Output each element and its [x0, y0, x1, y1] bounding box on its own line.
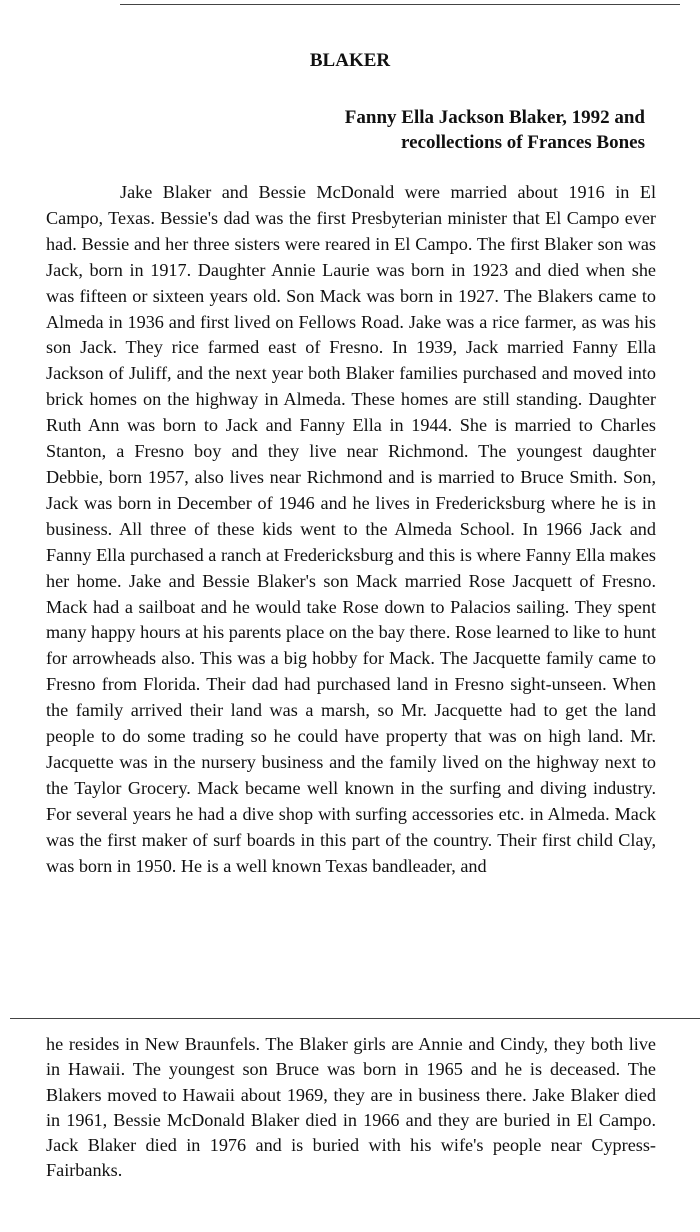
top-rule	[120, 4, 680, 5]
body-paragraph-2: he resides in New Braunfels. The Blaker girls are Annie and Cindy, they both live in Hawaii. The youngest son Bruce was born in 1965 and he is deceased. The Blakers moved to Hawaii about 1969, they are in business there. Jake Blaker died in 1961, Bessie McDonald Blaker died in 1966 and they are buried in El Campo. Jack Blaker died in 1976 and is buried with his wife's people near Cypress-Fairbanks.	[46, 1034, 656, 1181]
page-title: BLAKER	[309, 50, 391, 71]
byline-line-1: Fanny Ella Jackson Blaker, 1992 and	[344, 107, 645, 128]
byline	[345, 105, 645, 155]
body-paragraph-1: Jake Blaker and Bessie McDonald were married about 1916 in El Campo, Texas. Bessie's dad was the first Presbyterian minister that El Campo ever had. Bessie and her three sisters were reared in El Campo. The first Blaker son was Jack, born in 1917. Daughter Annie Laurie was born in 1923 and died when she was fifteen or sixteen years old. Son Mack was born in 1927. The Blakers came to Almeda in 1936 and first lived on Fellows Road. Jake was a rice farmer, as was his son Jack. They rice farmed east of Fresno. In 1939, Jack married Fanny Ella Jackson of Juliff, and the next year both Blaker families purchased and moved into brick homes on the highway in Almeda. These homes are still standing. Daughter Ruth Ann was born to Jack and Fanny Ella in 1944. She is married to Charles Stanton, a Fresno boy and they live near Richmond. The youngest daughter Debbie, born 1957, also lives near Richmond and is married to Bruce Smith. Son, Jack was born in December of 1946 and he lives in Fredericksburg where he is in business. All three of these kids went to the Almeda School. In 1966 Jack and Fanny Ella purchased a ranch at Fredericksburg and this is where Fanny Ella makes her home. Jake and Bessie Blaker's son Mack married Rose Jacquett of Fresno. Mack had a sailboat and he would take Rose down to Palacios sailing. They spent many happy hours at his parents place on the bay there. Rose learned to like to hunt for arrowheads also. This was a big hobby for Mack. The Jacquette family came to Fresno from Florida. Their dad had purchased land in Fresno sight-unseen. When the family arrived their land was a marsh, so Mr. Jacquette had to get the land people to do some trading so he could have property that was on high land. Mr. Jacquette was in the nursery business and the family lived on the highway next to the Taylor Grocery. Mack became well known in the surfing and diving industry. For several years he had a dive shop with surfing accessories etc. in Almeda. Mack was the first maker of surf boards in this part of the country. Their first child Clay, was born in 1950. He is a well known Texas bandleader, and	[46, 182, 656, 876]
section-divider	[10, 1018, 700, 1019]
byline-line-2: recollections of Frances Bones	[401, 132, 645, 153]
